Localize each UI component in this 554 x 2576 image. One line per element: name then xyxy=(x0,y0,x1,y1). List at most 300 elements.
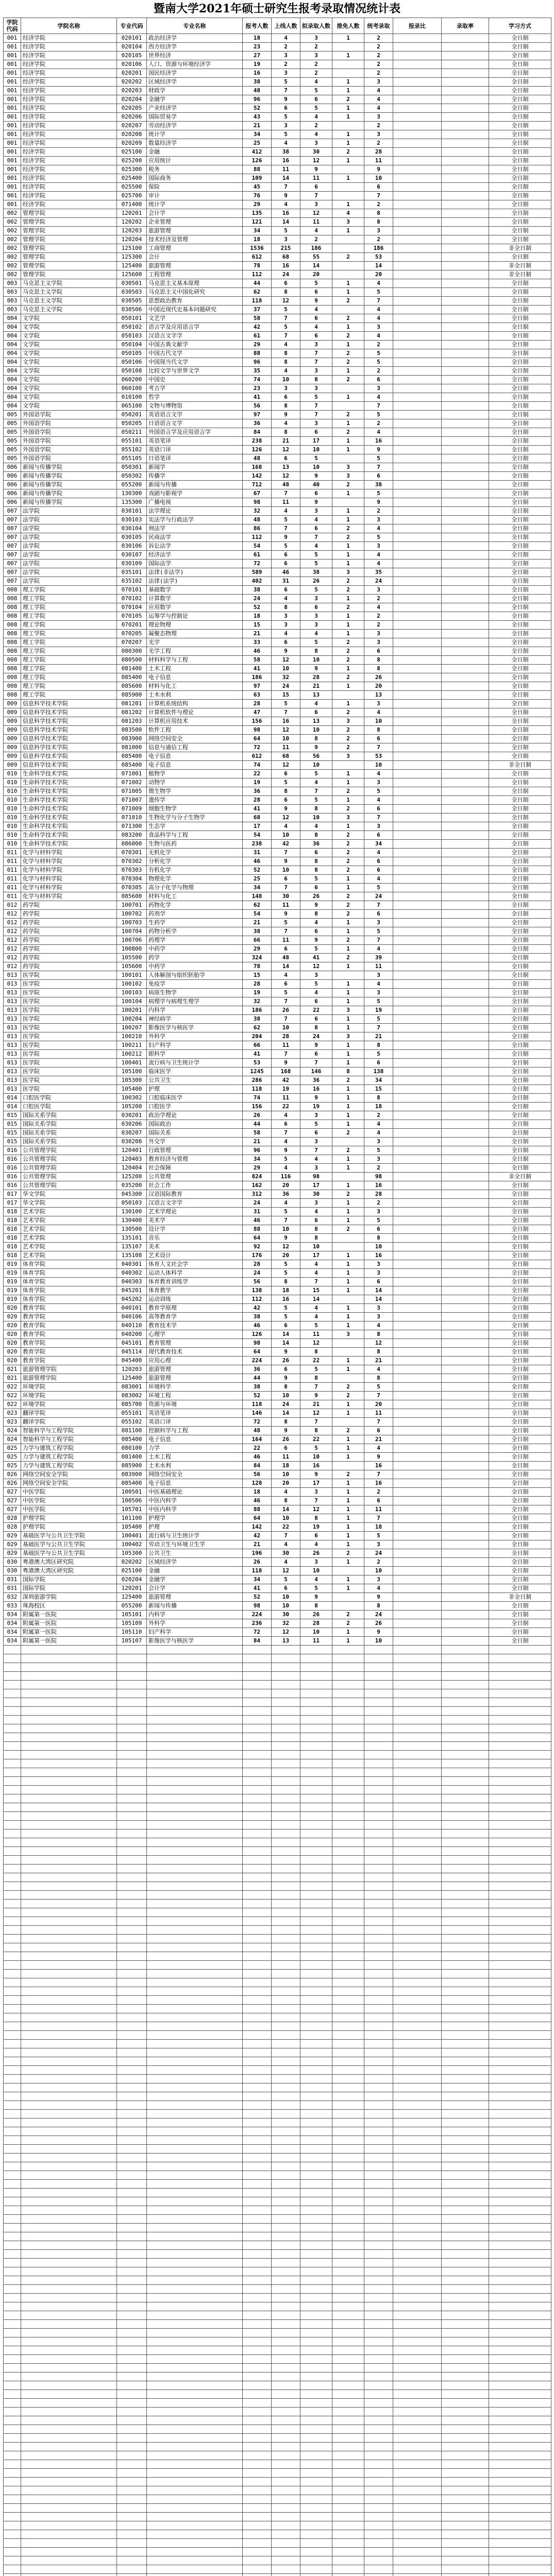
table-cell: 4 xyxy=(364,1129,393,1138)
table-cell: 全日制 xyxy=(489,1427,551,1435)
empty-cell xyxy=(243,2066,272,2075)
empty-cell xyxy=(243,2285,272,2294)
table-cell: 附属第一医院 xyxy=(21,1611,117,1619)
table-cell: 全日制 xyxy=(489,1129,551,1138)
table-cell: 9 xyxy=(300,936,332,945)
empty-cell xyxy=(332,2495,364,2504)
table-cell: 040101 xyxy=(117,1304,147,1313)
empty-cell xyxy=(117,2267,147,2276)
table-row xyxy=(4,831,551,840)
empty-cell xyxy=(442,2232,489,2241)
table-cell: 008 xyxy=(4,682,21,691)
table-cell: 经济学院 xyxy=(21,192,117,200)
empty-cell xyxy=(332,2513,364,2521)
table-cell: 4 xyxy=(300,1155,332,1164)
table-cell: 全日制 xyxy=(489,778,551,787)
empty-cell xyxy=(21,2241,117,2250)
table-cell: 化学与材料学院 xyxy=(21,866,117,875)
table-cell: 影像医学与核医学 xyxy=(147,1024,243,1032)
table-cell: 社会保障 xyxy=(147,1164,243,1173)
table-cell: 9 xyxy=(364,446,393,454)
table-row xyxy=(4,1479,551,1488)
table-cell: 120201 xyxy=(117,209,147,218)
empty-cell xyxy=(393,2294,442,2302)
table-cell: 42 xyxy=(272,1076,300,1085)
table-cell: 4 xyxy=(364,875,393,884)
table-cell: 9 xyxy=(272,1234,300,1243)
table-cell: 经济学院 xyxy=(21,157,117,165)
empty-cell xyxy=(147,2013,243,2022)
table-cell xyxy=(442,376,489,384)
empty-cell xyxy=(332,2285,364,2294)
empty-cell xyxy=(21,2092,117,2101)
table-cell: 1 xyxy=(332,341,364,349)
empty-row xyxy=(4,1733,551,1742)
table-row xyxy=(4,1059,551,1067)
table-cell xyxy=(393,1190,442,1199)
empty-cell xyxy=(442,1716,489,1724)
table-cell: 008 xyxy=(4,665,21,673)
table-cell: 7 xyxy=(272,1050,300,1059)
table-cell xyxy=(393,831,442,840)
table-cell: 1 xyxy=(332,700,364,708)
empty-cell xyxy=(393,2162,442,2171)
table-cell: 马克思主义学院 xyxy=(21,306,117,314)
table-cell: 4 xyxy=(364,393,393,402)
table-row xyxy=(4,1050,551,1059)
table-cell: 17 xyxy=(243,822,272,831)
table-cell: 46 xyxy=(243,857,272,866)
empty-cell xyxy=(117,1698,147,1707)
table-cell: 38 xyxy=(243,1313,272,1321)
table-cell: 61 xyxy=(243,551,272,560)
table-cell xyxy=(393,1146,442,1155)
empty-cell xyxy=(4,1707,21,1716)
table-cell: 4 xyxy=(300,1260,332,1269)
table-cell: 医学院 xyxy=(21,1067,117,1076)
empty-cell xyxy=(117,2548,147,2556)
table-cell: 资源与环境 xyxy=(147,1400,243,1409)
table-cell xyxy=(442,787,489,796)
table-cell: 全日制 xyxy=(489,1602,551,1611)
table-cell: 013 xyxy=(4,1085,21,1094)
table-cell: 生命科学技术学院 xyxy=(21,822,117,831)
table-cell: 1 xyxy=(332,551,364,560)
empty-cell xyxy=(272,2311,300,2320)
table-cell: 48 xyxy=(243,516,272,524)
table-row xyxy=(4,139,551,148)
empty-cell xyxy=(393,2101,442,2110)
table-cell: 105300 xyxy=(117,1549,147,1558)
empty-cell xyxy=(117,2372,147,2381)
empty-cell xyxy=(332,2521,364,2530)
table-cell: 018 xyxy=(4,1216,21,1225)
table-cell: 全日制 xyxy=(489,1462,551,1470)
empty-cell xyxy=(117,1882,147,1891)
empty-cell xyxy=(4,2031,21,2040)
table-cell: 全日制 xyxy=(489,1313,551,1321)
empty-cell xyxy=(393,2215,442,2224)
table-cell xyxy=(442,1427,489,1435)
empty-row xyxy=(4,1917,551,1926)
table-cell xyxy=(442,52,489,60)
table-cell: 全日制 xyxy=(489,1269,551,1278)
empty-cell xyxy=(21,1935,117,1943)
empty-cell xyxy=(4,2504,21,2513)
table-cell xyxy=(393,1435,442,1444)
table-cell xyxy=(393,980,442,989)
table-cell xyxy=(393,603,442,612)
empty-cell xyxy=(364,1768,393,1777)
table-row xyxy=(4,673,551,682)
table-cell xyxy=(393,524,442,533)
table-cell: 1 xyxy=(332,822,364,831)
table-cell: 区域经济学 xyxy=(147,78,243,87)
table-cell: 004 xyxy=(4,376,21,384)
table-cell xyxy=(393,936,442,945)
table-cell: 040200 xyxy=(117,1330,147,1339)
table-row xyxy=(4,1199,551,1208)
table-row xyxy=(4,43,551,52)
empty-cell xyxy=(393,2469,442,2478)
table-row xyxy=(4,1357,551,1365)
empty-cell xyxy=(489,2486,551,2495)
empty-cell xyxy=(442,2495,489,2504)
table-cell: 22 xyxy=(300,1435,332,1444)
table-cell xyxy=(442,936,489,945)
table-row xyxy=(4,446,551,454)
table-cell: 7 xyxy=(300,1383,332,1392)
table-cell: 030101 xyxy=(117,507,147,516)
empty-row xyxy=(4,1821,551,1829)
empty-row xyxy=(4,1935,551,1943)
empty-cell xyxy=(117,1865,147,1873)
table-cell: 5 xyxy=(272,1575,300,1584)
empty-cell xyxy=(442,2224,489,2232)
table-cell: 微生物学 xyxy=(147,787,243,796)
table-cell xyxy=(442,595,489,603)
table-cell: 7 xyxy=(364,1024,393,1032)
table-cell: 020 xyxy=(4,1313,21,1321)
empty-cell xyxy=(393,2408,442,2416)
table-cell xyxy=(442,796,489,805)
empty-cell xyxy=(4,1768,21,1777)
table-cell: 030105 xyxy=(117,533,147,542)
table-cell: 081000 xyxy=(117,743,147,752)
table-cell: 083500 xyxy=(117,726,147,735)
empty-cell xyxy=(364,1935,393,1943)
empty-cell xyxy=(364,2259,393,2267)
empty-cell xyxy=(4,2521,21,2530)
empty-cell xyxy=(117,2460,147,2469)
table-cell: 法学院 xyxy=(21,524,117,533)
empty-cell xyxy=(489,1935,551,1943)
table-cell: 612 xyxy=(243,752,272,761)
empty-cell xyxy=(4,2556,21,2565)
table-cell: 12 xyxy=(272,814,300,822)
table-cell: 41 xyxy=(243,393,272,402)
empty-row xyxy=(4,2329,551,2337)
empty-cell xyxy=(489,2346,551,2355)
table-cell: 24 xyxy=(364,577,393,586)
empty-cell xyxy=(243,2513,272,2521)
empty-cell xyxy=(243,2224,272,2232)
table-cell: 翻译学院 xyxy=(21,1418,117,1427)
empty-cell xyxy=(364,1777,393,1786)
table-cell: 8 xyxy=(300,1427,332,1435)
table-cell: 9 xyxy=(272,192,300,200)
table-cell xyxy=(442,910,489,919)
table-cell: 人口、资源与环境经济学 xyxy=(147,60,243,69)
empty-cell xyxy=(332,1803,364,1812)
table-cell xyxy=(393,1628,442,1637)
empty-cell xyxy=(364,2285,393,2294)
table-cell: 法学院 xyxy=(21,516,117,524)
empty-cell xyxy=(300,1812,332,1821)
empty-cell xyxy=(332,1751,364,1759)
table-cell: 020105 xyxy=(117,52,147,60)
table-cell xyxy=(393,910,442,919)
table-cell: 26 xyxy=(300,1549,332,1558)
empty-cell xyxy=(393,2022,442,2031)
empty-cell xyxy=(300,2101,332,2110)
table-row xyxy=(4,1155,551,1164)
table-cell: 新闻与传播 xyxy=(147,481,243,489)
table-cell: 186 xyxy=(243,1006,272,1015)
table-cell: 1 xyxy=(332,1584,364,1593)
table-cell: 2 xyxy=(364,1488,393,1497)
table-cell: 46 xyxy=(243,1453,272,1462)
table-cell: 63 xyxy=(243,691,272,700)
empty-cell xyxy=(364,2443,393,2451)
table-cell: 法学院 xyxy=(21,533,117,542)
empty-cell xyxy=(21,2145,117,2154)
empty-cell xyxy=(272,1908,300,1917)
table-cell: 6 xyxy=(364,831,393,840)
empty-cell xyxy=(442,2556,489,2565)
table-row xyxy=(4,1138,551,1146)
empty-cell xyxy=(21,1698,117,1707)
table-cell: 1 xyxy=(332,1365,364,1374)
empty-cell xyxy=(21,2443,117,2451)
table-cell: 26 xyxy=(243,1558,272,1567)
table-cell: 11 xyxy=(272,936,300,945)
table-cell: 口腔医学院 xyxy=(21,1094,117,1103)
table-cell: 105400 xyxy=(117,1523,147,1532)
empty-cell xyxy=(117,1724,147,1733)
table-cell xyxy=(393,1558,442,1567)
table-cell xyxy=(393,1050,442,1059)
empty-cell xyxy=(300,2259,332,2267)
empty-cell xyxy=(243,2136,272,2145)
empty-cell xyxy=(332,2548,364,2556)
table-cell: 力学与建筑工程学院 xyxy=(21,1453,117,1462)
empty-cell xyxy=(243,2171,272,2180)
table-cell xyxy=(393,192,442,200)
empty-cell xyxy=(4,1716,21,1724)
table-cell: 070201 xyxy=(117,621,147,630)
table-cell: 168 xyxy=(272,1067,300,1076)
table-cell: 全日制 xyxy=(489,130,551,139)
table-cell: 64 xyxy=(243,735,272,743)
table-cell: 006 xyxy=(4,472,21,481)
empty-row xyxy=(4,1865,551,1873)
table-cell: 全日制 xyxy=(489,279,551,288)
empty-cell xyxy=(364,2486,393,2495)
empty-row xyxy=(4,2110,551,2119)
empty-cell xyxy=(21,1926,117,1935)
table-cell: 3 xyxy=(272,621,300,630)
table-cell: 029 xyxy=(4,1540,21,1549)
empty-cell xyxy=(4,2162,21,2171)
table-cell xyxy=(442,95,489,104)
empty-cell xyxy=(489,2162,551,2171)
table-cell xyxy=(442,235,489,244)
empty-cell xyxy=(4,1987,21,1996)
table-cell: 100800 xyxy=(117,945,147,954)
empty-cell xyxy=(147,1996,243,2005)
empty-cell xyxy=(147,2075,243,2083)
table-cell: 4 xyxy=(300,113,332,122)
empty-cell xyxy=(4,1908,21,1917)
table-cell: 5 xyxy=(272,516,300,524)
table-cell: 008 xyxy=(4,673,21,682)
table-cell: 比较文学与世界文学 xyxy=(147,367,243,376)
table-cell: 经济学院 xyxy=(21,43,117,52)
empty-cell xyxy=(147,1917,243,1926)
table-cell: 007 xyxy=(4,551,21,560)
table-row xyxy=(4,270,551,279)
table-cell: 7 xyxy=(364,463,393,472)
empty-cell xyxy=(117,1952,147,1961)
table-cell: 化学与材料学院 xyxy=(21,892,117,901)
table-cell xyxy=(393,927,442,936)
empty-row xyxy=(4,1777,551,1786)
table-cell: 全日制 xyxy=(489,1339,551,1348)
table-cell: 52 xyxy=(243,603,272,612)
table-cell: 4 xyxy=(364,849,393,857)
table-cell xyxy=(332,761,364,770)
table-cell: 100302 xyxy=(117,1094,147,1103)
empty-cell xyxy=(243,1970,272,1978)
table-cell: 全日制 xyxy=(489,708,551,717)
empty-cell xyxy=(117,2031,147,2040)
empty-cell xyxy=(117,2302,147,2311)
empty-row xyxy=(4,2337,551,2346)
empty-cell xyxy=(300,1829,332,1838)
empty-cell xyxy=(147,2504,243,2513)
table-cell: 全日制 xyxy=(489,682,551,691)
empty-cell xyxy=(300,2320,332,2329)
empty-cell xyxy=(364,1716,393,1724)
table-cell xyxy=(442,1120,489,1129)
table-row xyxy=(4,621,551,630)
empty-cell xyxy=(4,1978,21,1987)
table-cell xyxy=(442,1532,489,1540)
table-cell xyxy=(393,1103,442,1111)
table-cell: 003 xyxy=(4,306,21,314)
table-cell: 18 xyxy=(243,1488,272,1497)
empty-cell xyxy=(117,1943,147,1952)
table-row xyxy=(4,796,551,805)
table-cell: 130300 xyxy=(117,489,147,498)
table-cell: 2 xyxy=(332,1549,364,1558)
table-cell: 5 xyxy=(364,1015,393,1024)
table-row xyxy=(4,1611,551,1619)
empty-cell xyxy=(364,1724,393,1733)
table-cell: 6 xyxy=(364,183,393,192)
table-cell: 4 xyxy=(300,1575,332,1584)
table-cell: 中国古典文献学 xyxy=(147,341,243,349)
table-cell: 4 xyxy=(272,1558,300,1567)
table-cell: 信息科学技术学院 xyxy=(21,708,117,717)
table-cell xyxy=(393,279,442,288)
table-cell: 7 xyxy=(300,349,332,358)
empty-cell xyxy=(272,2145,300,2154)
table-cell: 20 xyxy=(364,270,393,279)
table-cell: 46 xyxy=(243,647,272,656)
table-cell: 医学院 xyxy=(21,1041,117,1050)
table-cell xyxy=(393,612,442,621)
table-cell: 002 xyxy=(4,262,21,270)
table-cell: 42 xyxy=(272,840,300,849)
empty-cell xyxy=(442,1794,489,1803)
empty-cell xyxy=(117,2355,147,2364)
empty-cell xyxy=(442,1891,489,1900)
table-cell xyxy=(393,638,442,647)
empty-cell xyxy=(364,1978,393,1987)
table-cell: 全日制 xyxy=(489,997,551,1006)
empty-cell xyxy=(4,2443,21,2451)
table-cell: 信息科学技术学院 xyxy=(21,726,117,735)
empty-cell xyxy=(489,1829,551,1838)
empty-cell xyxy=(243,2215,272,2224)
table-cell: 4 xyxy=(272,971,300,980)
table-cell: 全日制 xyxy=(489,1435,551,1444)
empty-cell xyxy=(364,2031,393,2040)
empty-cell xyxy=(442,2215,489,2224)
table-cell xyxy=(393,1015,442,1024)
table-cell: 4 xyxy=(364,1120,393,1129)
table-cell xyxy=(442,393,489,402)
empty-cell xyxy=(332,1908,364,1917)
empty-cell xyxy=(332,2031,364,2040)
table-cell xyxy=(393,1111,442,1120)
empty-cell xyxy=(21,1961,117,1970)
table-cell: 12 xyxy=(300,1409,332,1418)
empty-cell xyxy=(243,2048,272,2057)
table-cell: 4 xyxy=(300,919,332,927)
empty-row xyxy=(4,2162,551,2171)
table-row xyxy=(4,892,551,901)
table-row xyxy=(4,1435,551,1444)
table-cell: 1 xyxy=(332,1558,364,1567)
page-title: 暨南大学2021年硕士研究生报考录取情况统计表 xyxy=(153,2,401,15)
table-cell xyxy=(442,489,489,498)
empty-row xyxy=(4,2005,551,2013)
empty-cell xyxy=(243,1943,272,1952)
empty-cell xyxy=(272,2346,300,2355)
empty-cell xyxy=(272,1742,300,1751)
empty-cell xyxy=(393,2075,442,2083)
table-cell: 84 xyxy=(243,428,272,437)
table-cell: 汉语国际教育 xyxy=(147,1190,243,1199)
empty-cell xyxy=(243,2451,272,2460)
empty-cell xyxy=(393,1891,442,1900)
table-cell: 3 xyxy=(300,971,332,980)
empty-row xyxy=(4,2416,551,2425)
table-cell: 全日制 xyxy=(489,472,551,481)
